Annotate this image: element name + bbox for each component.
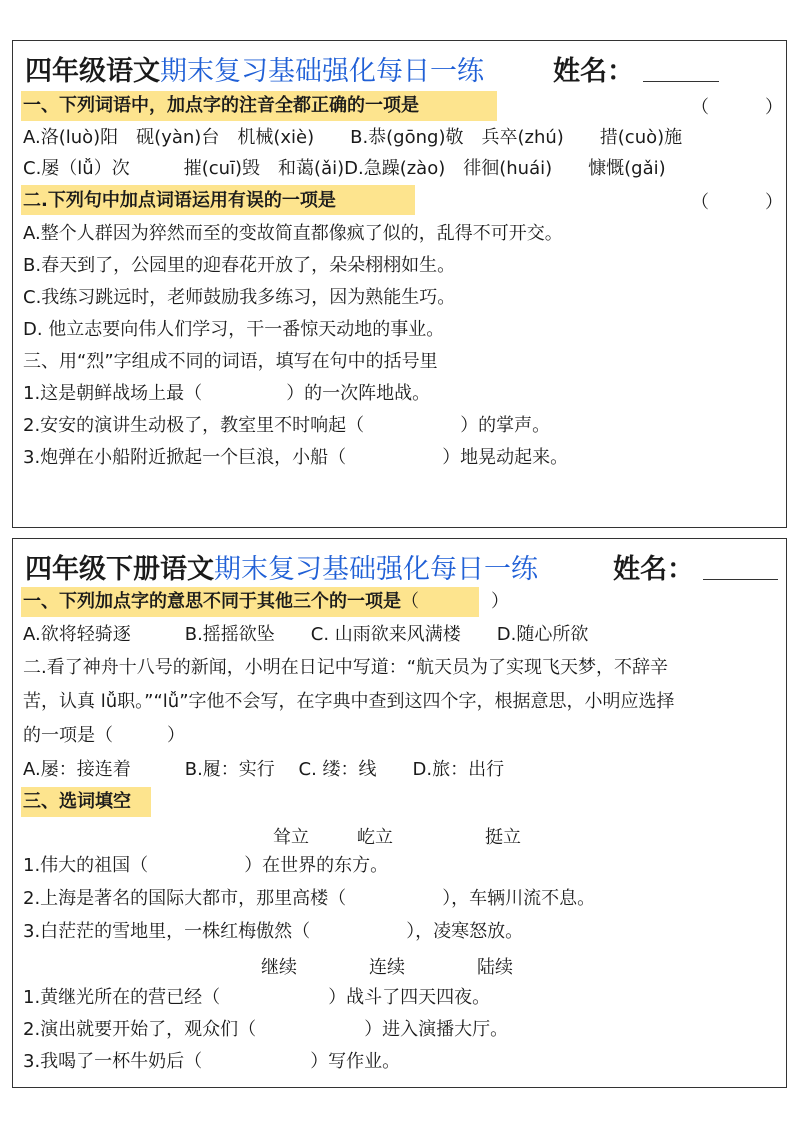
- card1-name-label: 姓名：: [553, 56, 634, 87]
- card2-q1-row: 一、下列加点字的意思不同于其他三个的一项是（ ）: [23, 591, 509, 612]
- card2-name-label: 姓名：: [613, 554, 694, 585]
- card2-q2-line2: 苦，认真 lǚ职。”“lǚ”字他不会写，在字典中查到这四个字，根据意思，小明应选择: [23, 691, 675, 712]
- card2-s2-sentence-2: 2.演出就要开始了，观众们（ ）进入演播大厅。: [23, 1019, 509, 1040]
- card2-s2-sentence-3: 3.我喝了一杯牛奶后（ ）写作业。: [23, 1051, 401, 1072]
- worksheet-card-2: [12, 538, 787, 1088]
- word-bank-item: 屹立: [357, 827, 393, 848]
- card1-q3-sentence-3: 3.炮弹在小船附近掀起一个巨浪，小船（ ）地晃动起来。: [23, 447, 569, 468]
- card2-s1-sentence-3: 3.白茫茫的雪地里，一株红梅傲然（ ），凌寒怒放。: [23, 921, 524, 942]
- word-bank-1: [273, 823, 521, 849]
- card1-q2-header: 二.下列句中加点词语运用有误的一项是: [23, 190, 336, 211]
- card1-q2-option-b: B.春天到了，公园里的迎春花开放了，朵朵栩栩如生。: [23, 255, 456, 276]
- card1-q1-paren-open: （: [691, 97, 709, 118]
- card2-q3-header: 三、选词填空: [23, 791, 131, 812]
- card1-q1-paren-close: ）: [765, 97, 783, 118]
- card2-s1-sentence-2: 2.上海是著名的国际大都市，那里高楼（ ），车辆川流不息。: [23, 888, 596, 909]
- card1-q3-sentence-1: 1.这是朝鲜战场上最（ ）的一次阵地战。: [23, 383, 431, 404]
- card1-q2-option-c: C.我练习跳远时，老师鼓励我多练习，因为熟能生巧。: [23, 287, 456, 308]
- card1-q2-option-d: D. 他立志要向伟人们学习，干一番惊天动地的事业。: [23, 319, 445, 340]
- card2-title: 四年级下册语文期末复习基础强化每日一练: [25, 554, 538, 585]
- card2-q1-options: A.欲将轻骑逐 B.摇摇欲坠 C. 山雨欲来风满楼 D.随心所欲: [23, 624, 589, 645]
- card2-s1-sentence-1: 1.伟大的祖国（ ）在世界的东方。: [23, 855, 389, 876]
- card2-q2-line3: 的一项是（ ）: [23, 725, 185, 746]
- card2-name-field[interactable]: [703, 579, 778, 580]
- word-bank-item: 耸立: [273, 827, 309, 848]
- word-bank-item: 挺立: [485, 827, 521, 848]
- card1-q2-option-a: A.整个人群因为猝然而至的变故简直都像疯了似的，乱得不可开交。: [23, 223, 563, 244]
- word-bank-2: [261, 953, 513, 979]
- card1-q1-options-row2: C.屡（lǚ）次 摧(cuī)毁 和蔼(ǎi)D.急躁(zào) 徘徊(huái) 慷慨(gǎi): [23, 158, 666, 179]
- card1-q2-paren-open: （: [691, 192, 709, 213]
- card1-q1-header: 一、下列词语中，加点字的注音全都正确的一项是: [23, 95, 419, 116]
- word-bank-item: 连续: [369, 957, 405, 978]
- worksheet-card-1: [12, 40, 787, 528]
- card1-q2-paren-close: ）: [765, 192, 783, 213]
- word-bank-item: 继续: [261, 957, 297, 978]
- card2-q2-options: A.屡：接连着 B.履：实行 C. 缕：线 D.旅：出行: [23, 759, 505, 780]
- card1-q3-header: 三、用“烈”字组成不同的词语，填写在句中的括号里: [23, 351, 438, 372]
- card2-s2-sentence-1: 1.黄继光所在的营已经（ ）战斗了四天四夜。: [23, 987, 491, 1008]
- word-bank-item: 陆续: [477, 957, 513, 978]
- card1-q1-options-row1: A.洛(luò)阳 砚(yàn)台 机械(xiè) B.恭(gōng)敬 兵卒(zhú) 措(cuò)施: [23, 127, 683, 148]
- card1-q3-sentence-2: 2.安安的演讲生动极了，教室里不时响起（ ）的掌声。: [23, 415, 551, 436]
- card1-name-field[interactable]: [643, 81, 719, 82]
- card2-q2-line1: 二.看了神舟十八号的新闻，小明在日记中写道：“航天员为了实现飞天梦，不辞辛: [23, 657, 669, 678]
- card1-title: 四年级语文期末复习基础强化每日一练: [25, 56, 484, 87]
